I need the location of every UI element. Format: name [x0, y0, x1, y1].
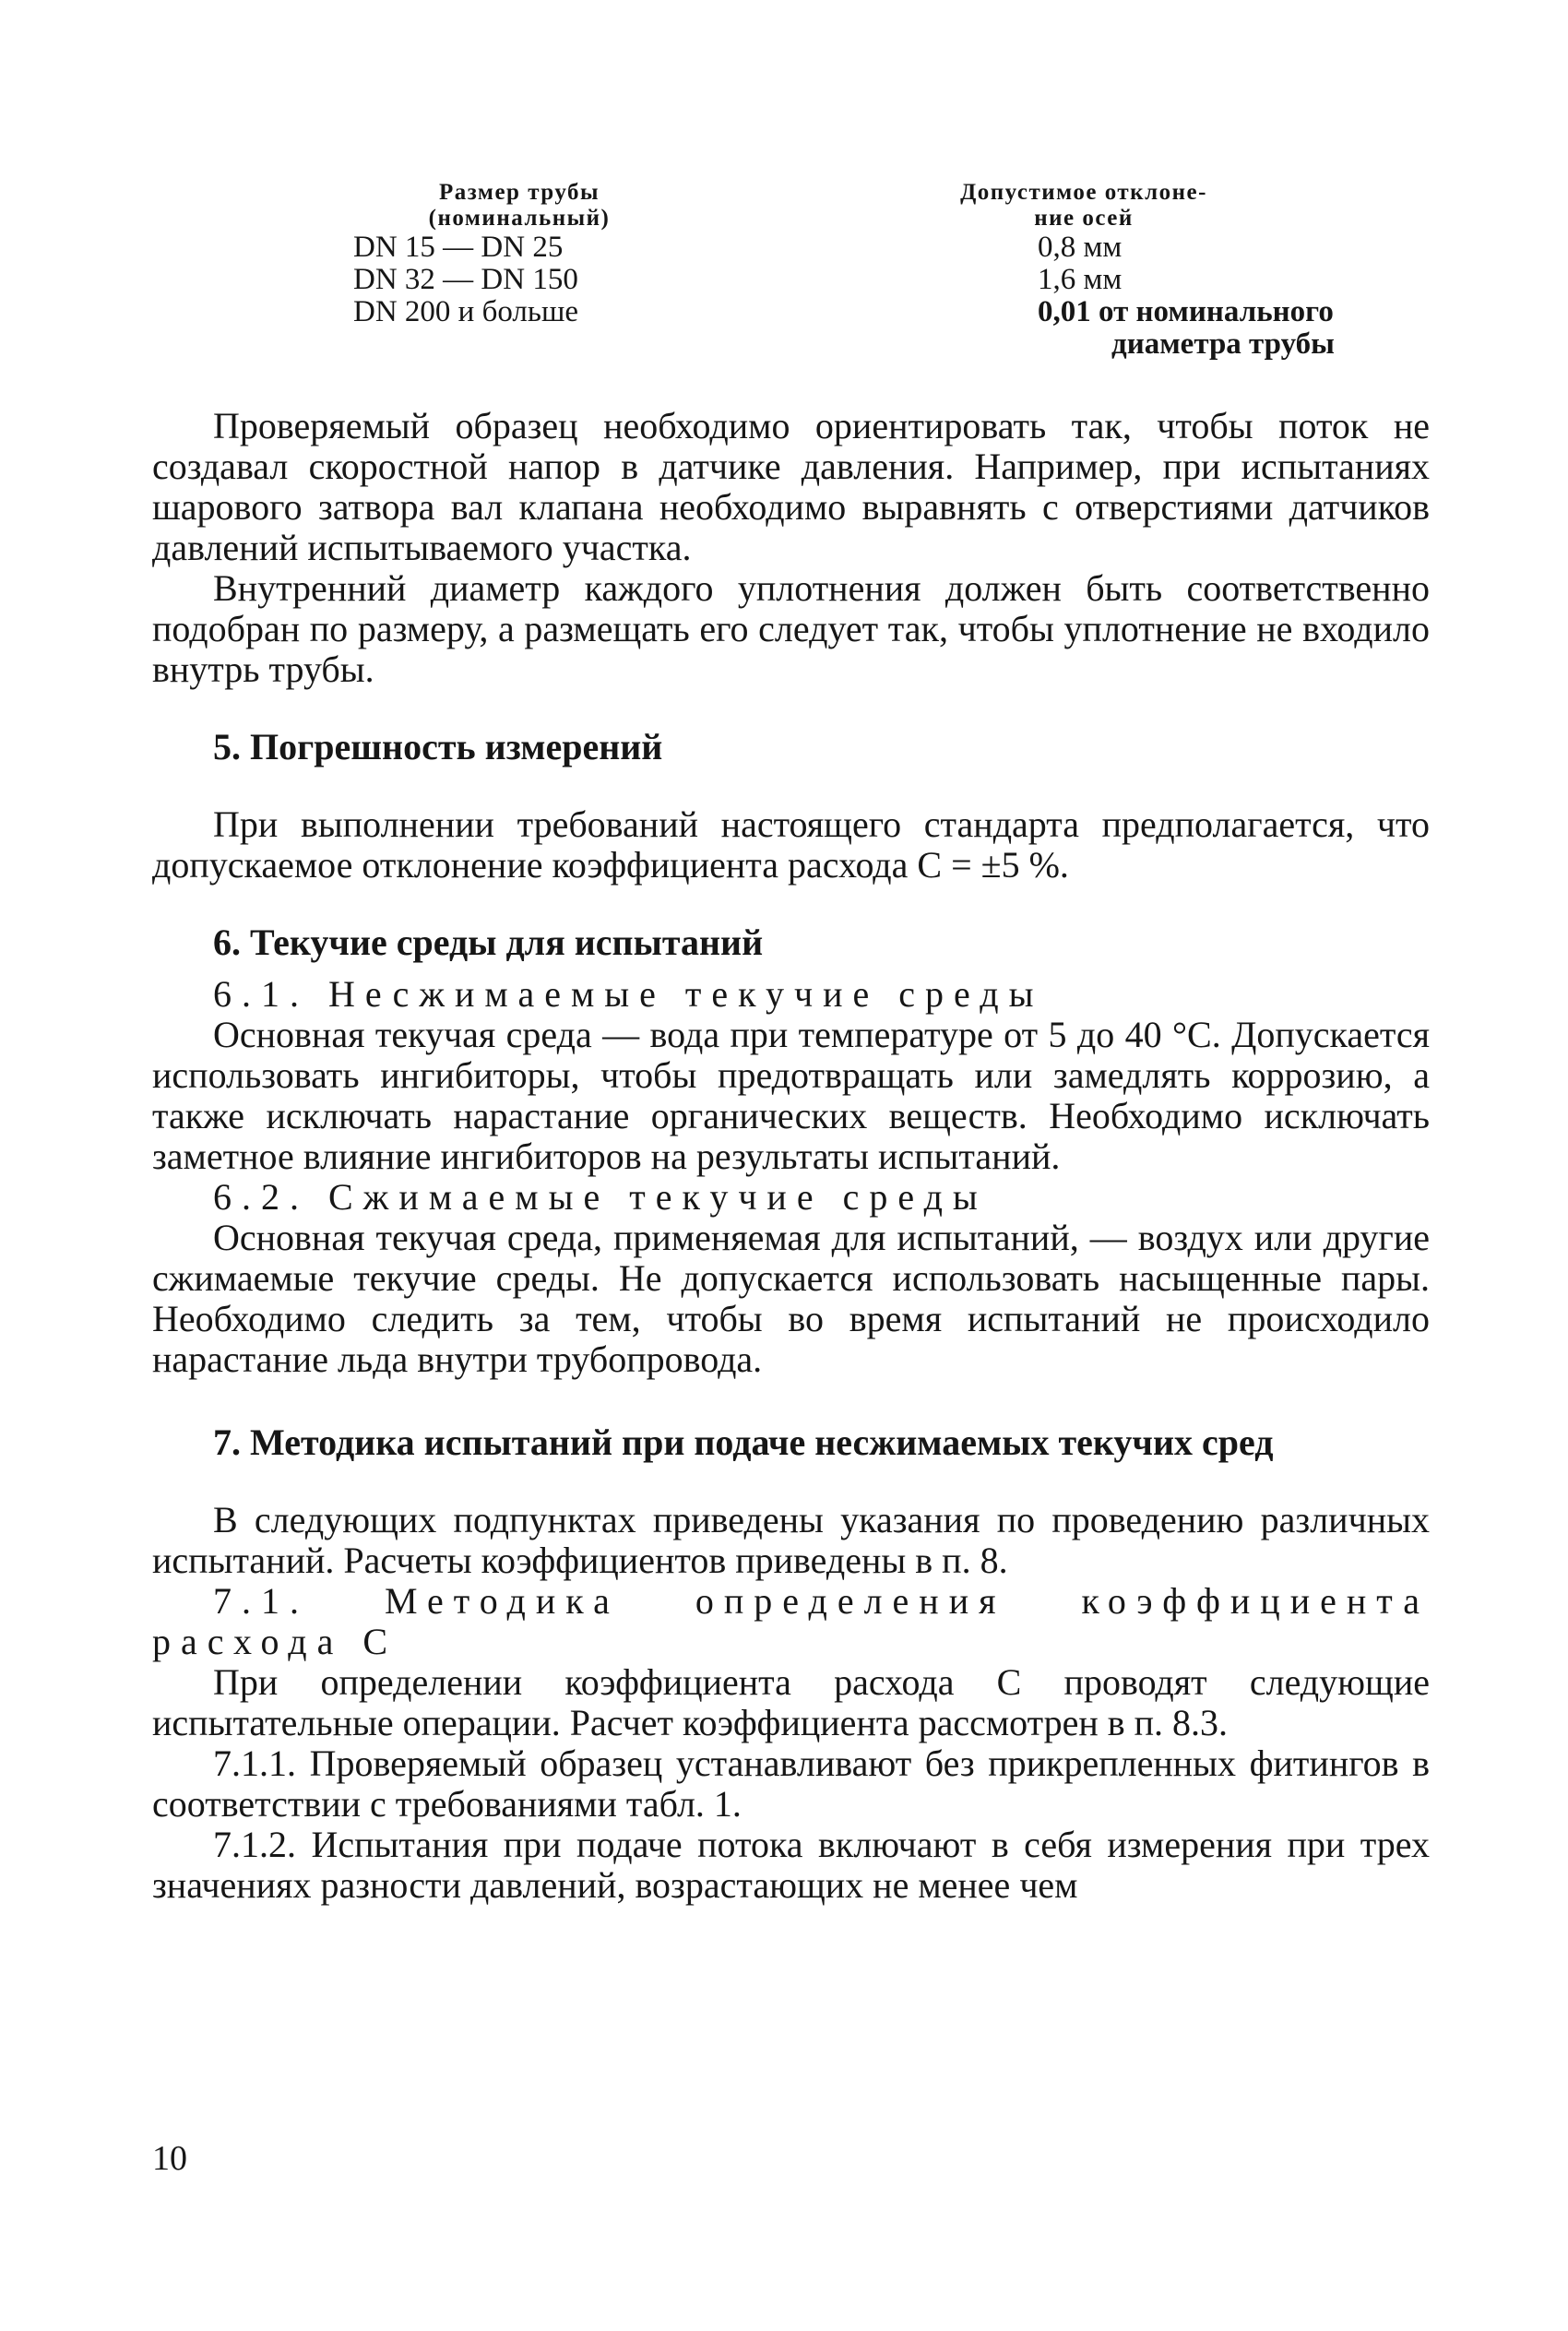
page-number: 10	[152, 2139, 187, 2178]
header-line: (номинальный)	[428, 206, 611, 231]
paragraph: Основная текучая среда, применяемая для испытаний, — воздух или другие сжимаемые текучие среды. Не допускается использовать насыщенные пары. Необходимо следить за тем, чтобы во время испытаний не происходило нарастание льда внутри трубопровода.	[152, 1217, 1430, 1380]
pipe-size-header	[372, 180, 667, 232]
paragraph: Основная текучая среда — вода при температуре от 5 до 40 °С. Допускается использовать ингибиторы, чтобы предотвращать или замедлять коррозию, а также исключать нарастание органических веществ. Необходимо исключать заметное влияние ингибиторов на результаты испытаний.	[152, 1014, 1430, 1177]
section-heading: 7. Методика испытаний при подаче несжимаемых текучих сред	[213, 1421, 1274, 1463]
paragraph: При определении коэффициента расхода C проводят следующие испытательные операции. Расчет коэффициента рассмотрен в п. 8.3.	[152, 1661, 1430, 1743]
pipe-size-column	[353, 180, 722, 328]
subsection-heading: 6.1. Несжимаемые текучие среды	[213, 973, 1044, 1015]
header-line: Допустимое отклоне-	[960, 180, 1207, 205]
table-cell: 1,6 мм	[1038, 263, 1123, 296]
deviation-column	[932, 180, 1448, 361]
table-cell: диаметра трубы	[1111, 327, 1335, 361]
table-cell: 0,8 мм	[1038, 231, 1123, 264]
paragraph: При выполнении требований настоящего стандарта предполагается, что допускаемое отклонение коэффициента расхода C = ±5 %.	[152, 803, 1430, 886]
header-line: Размер трубы	[438, 180, 600, 205]
paragraph: В следующих подпунктах приведены указания по проведению различных испытаний. Расчеты коэффициентов приведены в п. 8.	[152, 1499, 1430, 1581]
table-cell: DN 15 — DN 25	[353, 231, 564, 264]
paragraph: 7.1.2. Испытания при подаче потока включают в себя измерения при трех значениях разности давлений, возрастающих не менее чем	[152, 1824, 1430, 1906]
paragraph: Внутренний диаметр каждого уплотнения должен быть соответственно подобран по размеру, а размещать его следует так, чтобы уплотнение не входило внутрь трубы.	[152, 567, 1430, 690]
document-body	[152, 406, 1430, 1906]
paragraph: 7.1.1. Проверяемый образец устанавливают без прикрепленных фитингов в соответствии с требованиями табл. 1.	[152, 1742, 1430, 1825]
section-heading: 5. Погрешность измерений	[213, 726, 663, 767]
tolerance-table	[148, 180, 1439, 374]
subsection-heading: 6.2. Сжимаемые текучие среды	[213, 1176, 988, 1218]
table-cell: DN 200 и больше	[353, 295, 579, 328]
deviation-header	[932, 180, 1236, 232]
table-cell: DN 32 — DN 150	[353, 263, 578, 296]
subsection-heading: 7.1. Методика определения коэффициента расхода C	[152, 1580, 1430, 1662]
section-heading: 6. Текучие среды для испытаний	[213, 922, 764, 963]
paragraph: Проверяемый образец необходимо ориентировать так, чтобы поток не создавал скоростной напор в датчике давления. Например, при испытаниях шарового затвора вал клапана необходимо выравнять с отверстиями датчиков давлений испытываемого участка.	[152, 405, 1430, 568]
header-line: ние осей	[1034, 206, 1134, 231]
table-cell: 0,01 от номинального	[1038, 295, 1334, 328]
